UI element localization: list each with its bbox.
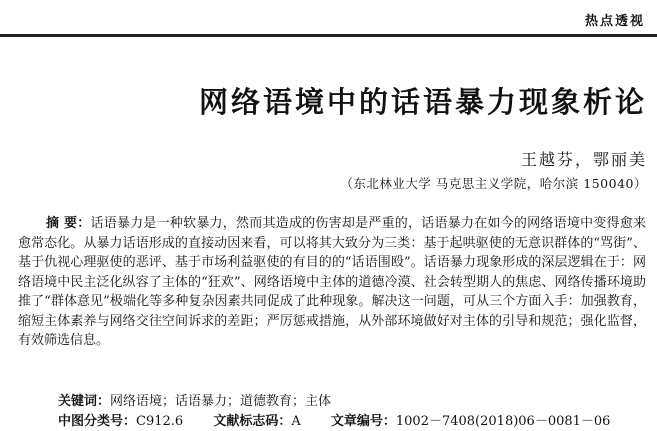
clc-segment — [58, 414, 183, 429]
doc-code-segment — [213, 414, 300, 429]
doc-code-value: A — [291, 414, 301, 429]
clc-label: 中图分类号： — [58, 414, 137, 429]
article-authors: 王越芬，鄂丽美 — [520, 150, 647, 169]
clc-value: C912.6 — [136, 414, 184, 429]
classification-line — [58, 410, 610, 429]
abstract-text: 话语暴力是一种软暴力，然而其造成的伤害却是严重的，话语暴力在如今的网络语境中变得愈来愈常态化。从暴力话语形成的直接动因来看，可以将其大致分为三类：基于起哄驱使的无意识群体的“骂街”、基于仇视心理驱使的恶评、基于市场利益驱使的有目的的“话语围殴”。话语暴力现象形成的深层逻辑在于：网络语境中民主泛化纵容了主体的“狂欢”、网络语境中主体的道德冷漠、社会转型期人的焦虑、网络传播环境助推了“群体意见”极端化等多种复杂因素共同促成了此种现象。解决这一问题，可从三个方面入手：加强教育，缩短主体素养与网络交往空间诉求的差距；严厉惩戒措施，从外部环境做好对主体的引导和规范；强化监督，有效筛选信息。 — [18, 216, 646, 348]
keywords-line — [58, 390, 331, 409]
abstract-label: 摘 要： — [46, 216, 91, 231]
article-number-segment — [331, 414, 611, 429]
header-rule — [0, 34, 657, 37]
article-affiliation: （东北林业大学 马克思主义学院，哈尔滨 150040） — [340, 176, 647, 191]
doc-code-label: 文献标志码： — [213, 414, 292, 429]
keywords-label: 关键词： — [58, 394, 111, 409]
article-number-label: 文章编号： — [330, 414, 396, 429]
keywords-text: 网络语境；话语暴力；道德教育；主体 — [110, 394, 332, 409]
article-number-value: 1002－7408(2018)06－0081－06 — [395, 414, 611, 429]
column-tag: 热点透视 — [584, 14, 645, 29]
article-title: 网络语境中的话语暴力现象析论 — [198, 85, 647, 119]
abstract-block — [18, 214, 646, 351]
